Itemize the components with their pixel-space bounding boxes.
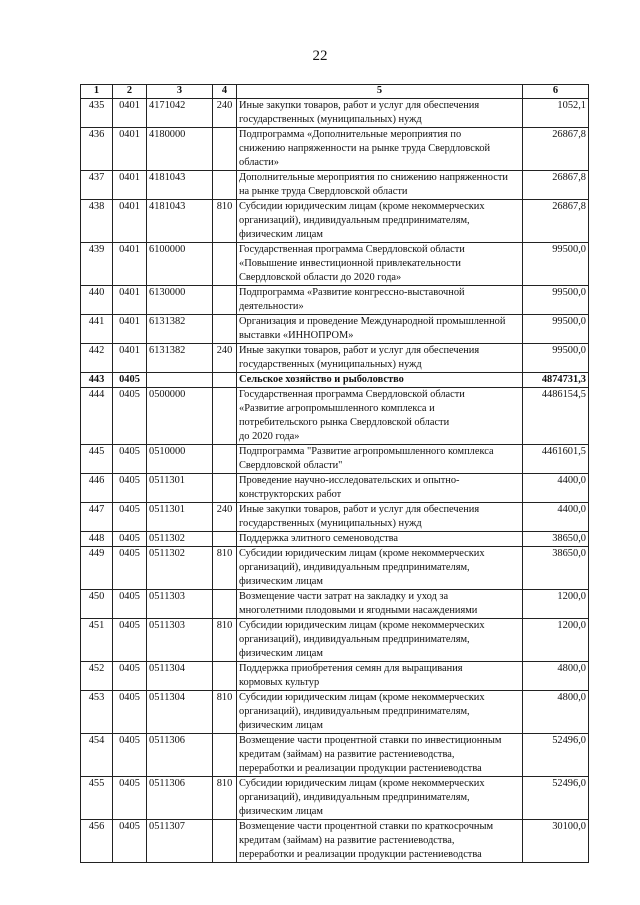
expense-type-cell bbox=[213, 315, 237, 344]
table-row bbox=[81, 662, 589, 691]
section-code-cell: 0405 bbox=[113, 777, 147, 820]
item-name-cell bbox=[237, 820, 523, 863]
target-code-cell: 0511307 bbox=[147, 820, 213, 863]
item-name-line: Субсидии юридическим лицам (кроме некоммерческих bbox=[239, 201, 485, 212]
target-code-cell: 0511306 bbox=[147, 734, 213, 777]
item-name-line: Субсидии юридическим лицам (кроме некоммерческих bbox=[239, 548, 485, 559]
item-name-cell bbox=[237, 445, 523, 474]
item-name-cell bbox=[237, 373, 523, 388]
table-row bbox=[81, 388, 589, 445]
item-name-line: Дополнительные мероприятия по снижению напряженности bbox=[239, 172, 508, 183]
table-row bbox=[81, 547, 589, 590]
expense-type-cell: 810 bbox=[213, 619, 237, 662]
item-name-line: переработки и реализации продукции растениеводства bbox=[239, 849, 482, 860]
target-code-cell: 0511304 bbox=[147, 662, 213, 691]
item-name-line: до 2020 года» bbox=[239, 431, 300, 442]
amount-cell: 52496,0 bbox=[523, 777, 589, 820]
table-row bbox=[81, 691, 589, 734]
item-name-cell bbox=[237, 171, 523, 200]
item-name-line: физическим лицам bbox=[239, 648, 323, 659]
amount-cell: 4486154,5 bbox=[523, 388, 589, 445]
target-code-cell: 6131382 bbox=[147, 315, 213, 344]
expense-type-cell bbox=[213, 171, 237, 200]
amount-cell: 26867,8 bbox=[523, 200, 589, 243]
expense-type-cell bbox=[213, 445, 237, 474]
table-row bbox=[81, 445, 589, 474]
expense-type-cell: 810 bbox=[213, 777, 237, 820]
page-number: 22 bbox=[312, 48, 328, 64]
target-code-cell: 0511301 bbox=[147, 503, 213, 532]
col-header-3: 3 bbox=[147, 85, 213, 99]
section-code-cell: 0401 bbox=[113, 286, 147, 315]
row-number-cell: 447 bbox=[81, 503, 113, 532]
section-code-cell: 0405 bbox=[113, 662, 147, 691]
target-code-cell: 0511301 bbox=[147, 474, 213, 503]
row-number-cell: 453 bbox=[81, 691, 113, 734]
amount-cell: 99500,0 bbox=[523, 243, 589, 286]
item-name-line: на рынке труда Свердловской области bbox=[239, 186, 408, 197]
table-row bbox=[81, 777, 589, 820]
section-code-cell: 0401 bbox=[113, 243, 147, 286]
table-row bbox=[81, 532, 589, 547]
amount-cell: 4800,0 bbox=[523, 691, 589, 734]
row-number-cell: 444 bbox=[81, 388, 113, 445]
row-number-cell: 448 bbox=[81, 532, 113, 547]
section-code-cell: 0405 bbox=[113, 547, 147, 590]
table-row bbox=[81, 171, 589, 200]
target-code-cell: 4181043 bbox=[147, 171, 213, 200]
expense-type-cell bbox=[213, 662, 237, 691]
item-name-line: Подпрограмма «Дополнительные мероприятия по bbox=[239, 129, 462, 140]
item-name-cell bbox=[237, 344, 523, 373]
item-name-line: потребительского рынка Свердловской области bbox=[239, 417, 450, 428]
section-code-cell: 0401 bbox=[113, 344, 147, 373]
target-code-cell: 0511302 bbox=[147, 547, 213, 590]
target-code-cell: 0511303 bbox=[147, 590, 213, 619]
section-code-cell: 0405 bbox=[113, 590, 147, 619]
section-code-cell: 0405 bbox=[113, 734, 147, 777]
table-row bbox=[81, 373, 589, 388]
item-name-line: деятельности» bbox=[239, 301, 304, 312]
section-code-cell: 0405 bbox=[113, 532, 147, 547]
row-number-cell: 435 bbox=[81, 99, 113, 128]
table-body bbox=[81, 99, 589, 863]
row-number-cell: 443 bbox=[81, 373, 113, 388]
item-name-line: Свердловской области до 2020 года» bbox=[239, 272, 402, 283]
amount-cell: 4400,0 bbox=[523, 503, 589, 532]
col-header-4: 4 bbox=[213, 85, 237, 99]
section-code-cell: 0405 bbox=[113, 619, 147, 662]
item-name-line: Иные закупки товаров, работ и услуг для обеспечения bbox=[239, 100, 480, 111]
row-number-cell: 452 bbox=[81, 662, 113, 691]
item-name-line: организаций), индивидуальным предпринимателям, bbox=[239, 215, 470, 226]
expense-type-cell bbox=[213, 532, 237, 547]
item-name-line: Субсидии юридическим лицам (кроме некоммерческих bbox=[239, 620, 485, 631]
target-code-cell bbox=[147, 373, 213, 388]
expense-type-cell bbox=[213, 590, 237, 619]
row-number-cell: 439 bbox=[81, 243, 113, 286]
section-code-cell: 0401 bbox=[113, 171, 147, 200]
col-header-5: 5 bbox=[237, 85, 523, 99]
target-code-cell: 0510000 bbox=[147, 445, 213, 474]
item-name-cell bbox=[237, 243, 523, 286]
expense-type-cell: 240 bbox=[213, 344, 237, 373]
expense-type-cell bbox=[213, 128, 237, 171]
item-name-line: физическим лицам bbox=[239, 576, 323, 587]
item-name-line: конструкторских работ bbox=[239, 489, 342, 500]
target-code-cell: 4181043 bbox=[147, 200, 213, 243]
row-number-cell: 451 bbox=[81, 619, 113, 662]
row-number-cell: 446 bbox=[81, 474, 113, 503]
amount-cell: 99500,0 bbox=[523, 315, 589, 344]
target-code-cell: 0511303 bbox=[147, 619, 213, 662]
section-code-cell: 0405 bbox=[113, 445, 147, 474]
item-name-cell bbox=[237, 474, 523, 503]
item-name-cell bbox=[237, 388, 523, 445]
amount-cell: 38650,0 bbox=[523, 532, 589, 547]
amount-cell: 26867,8 bbox=[523, 128, 589, 171]
section-code-cell: 0405 bbox=[113, 474, 147, 503]
item-name-cell bbox=[237, 315, 523, 344]
target-code-cell: 4180000 bbox=[147, 128, 213, 171]
item-name-line: Субсидии юридическим лицам (кроме некоммерческих bbox=[239, 778, 485, 789]
item-name-cell bbox=[237, 734, 523, 777]
expense-type-cell bbox=[213, 474, 237, 503]
amount-cell: 99500,0 bbox=[523, 286, 589, 315]
item-name-cell bbox=[237, 691, 523, 734]
expense-type-cell bbox=[213, 243, 237, 286]
row-number-cell: 438 bbox=[81, 200, 113, 243]
table-row bbox=[81, 286, 589, 315]
item-name-line: организаций), индивидуальным предпринимателям, bbox=[239, 562, 470, 573]
amount-cell: 4800,0 bbox=[523, 662, 589, 691]
section-code-cell: 0405 bbox=[113, 691, 147, 734]
item-name-line: «Повышение инвестиционной привлекательности bbox=[239, 258, 461, 269]
expense-type-cell bbox=[213, 388, 237, 445]
item-name-cell bbox=[237, 590, 523, 619]
table-row bbox=[81, 734, 589, 777]
budget-table bbox=[80, 84, 589, 863]
target-code-cell: 0511306 bbox=[147, 777, 213, 820]
section-code-cell: 0405 bbox=[113, 388, 147, 445]
expense-type-cell bbox=[213, 286, 237, 315]
item-name-line: переработки и реализации продукции растениеводства bbox=[239, 763, 482, 774]
expense-type-cell bbox=[213, 373, 237, 388]
table-row bbox=[81, 590, 589, 619]
expense-type-cell: 240 bbox=[213, 99, 237, 128]
item-name-line: выставки «ИННОПРОМ» bbox=[239, 330, 354, 341]
section-code-cell: 0401 bbox=[113, 99, 147, 128]
expense-type-cell bbox=[213, 820, 237, 863]
item-name-line: Субсидии юридическим лицам (кроме некоммерческих bbox=[239, 692, 485, 703]
row-number-cell: 436 bbox=[81, 128, 113, 171]
item-name-line: области» bbox=[239, 157, 279, 168]
row-number-cell: 455 bbox=[81, 777, 113, 820]
item-name-line: Подпрограмма «Развитие конгрессно-выставочной bbox=[239, 287, 465, 298]
target-code-cell: 6131382 bbox=[147, 344, 213, 373]
section-code-cell: 0405 bbox=[113, 373, 147, 388]
row-number-cell: 437 bbox=[81, 171, 113, 200]
row-number-cell: 440 bbox=[81, 286, 113, 315]
amount-cell: 52496,0 bbox=[523, 734, 589, 777]
item-name-line: Иные закупки товаров, работ и услуг для обеспечения bbox=[239, 345, 480, 356]
section-code-cell: 0405 bbox=[113, 503, 147, 532]
table-row bbox=[81, 243, 589, 286]
target-code-cell: 6130000 bbox=[147, 286, 213, 315]
section-code-cell: 0405 bbox=[113, 820, 147, 863]
item-name-line: Поддержка элитного семеноводства bbox=[239, 533, 399, 544]
row-number-cell: 449 bbox=[81, 547, 113, 590]
table-row bbox=[81, 315, 589, 344]
item-name-line: Возмещение части процентной ставки по инвестиционным bbox=[239, 735, 502, 746]
item-name-line: государственных (муниципальных) нужд bbox=[239, 114, 422, 125]
table-row bbox=[81, 619, 589, 662]
amount-cell: 26867,8 bbox=[523, 171, 589, 200]
item-name-line: Государственная программа Свердловской области bbox=[239, 244, 465, 255]
amount-cell: 1200,0 bbox=[523, 590, 589, 619]
item-name-line: физическим лицам bbox=[239, 229, 323, 240]
amount-cell: 99500,0 bbox=[523, 344, 589, 373]
item-name-cell bbox=[237, 547, 523, 590]
item-name-line: Поддержка приобретения семян для выращивания bbox=[239, 663, 463, 674]
item-name-cell bbox=[237, 619, 523, 662]
table-row bbox=[81, 474, 589, 503]
expense-type-cell: 810 bbox=[213, 200, 237, 243]
amount-cell: 30100,0 bbox=[523, 820, 589, 863]
item-name-line: снижению напряженности на рынке труда Свердловской bbox=[239, 143, 491, 154]
item-name-line: кредитам (займам) на развитие растениеводства, bbox=[239, 749, 455, 760]
item-name-line: государственных (муниципальных) нужд bbox=[239, 359, 422, 370]
target-code-cell: 0511304 bbox=[147, 691, 213, 734]
item-name-line: Возмещение части процентной ставки по краткосрочным bbox=[239, 821, 494, 832]
col-header-1: 1 bbox=[81, 85, 113, 99]
amount-cell: 4874731,3 bbox=[523, 373, 589, 388]
amount-cell: 1200,0 bbox=[523, 619, 589, 662]
amount-cell: 1052,1 bbox=[523, 99, 589, 128]
item-name-line: Возмещение части затрат на закладку и уход за bbox=[239, 591, 449, 602]
expense-type-cell: 810 bbox=[213, 691, 237, 734]
item-name-cell bbox=[237, 200, 523, 243]
row-number-cell: 456 bbox=[81, 820, 113, 863]
section-code-cell: 0401 bbox=[113, 128, 147, 171]
section-code-cell: 0401 bbox=[113, 200, 147, 243]
item-name-cell bbox=[237, 662, 523, 691]
item-name-line: кормовых культур bbox=[239, 677, 320, 688]
table-header-row bbox=[81, 85, 589, 99]
amount-cell: 38650,0 bbox=[523, 547, 589, 590]
row-number-cell: 442 bbox=[81, 344, 113, 373]
item-name-cell bbox=[237, 503, 523, 532]
item-name-cell bbox=[237, 532, 523, 547]
item-name-line: государственных (муниципальных) нужд bbox=[239, 518, 422, 529]
section-code-cell: 0401 bbox=[113, 315, 147, 344]
item-name-line: многолетними плодовыми и ягодными насаждениями bbox=[239, 605, 478, 616]
target-code-cell: 0500000 bbox=[147, 388, 213, 445]
item-name-line: Свердловской области" bbox=[239, 460, 343, 471]
row-number-cell: 450 bbox=[81, 590, 113, 619]
item-name-line: организаций), индивидуальным предпринимателям, bbox=[239, 634, 470, 645]
item-name-line: Сельское хозяйство и рыболовство bbox=[239, 374, 404, 385]
row-number-cell: 454 bbox=[81, 734, 113, 777]
target-code-cell: 4171042 bbox=[147, 99, 213, 128]
item-name-cell bbox=[237, 286, 523, 315]
amount-cell: 4461601,5 bbox=[523, 445, 589, 474]
target-code-cell: 6100000 bbox=[147, 243, 213, 286]
row-number-cell: 445 bbox=[81, 445, 113, 474]
item-name-line: физическим лицам bbox=[239, 720, 323, 731]
item-name-line: Подпрограмма "Развитие агропромышленного комплекса bbox=[239, 446, 494, 457]
expense-type-cell: 810 bbox=[213, 547, 237, 590]
target-code-cell: 0511302 bbox=[147, 532, 213, 547]
item-name-line: Иные закупки товаров, работ и услуг для обеспечения bbox=[239, 504, 480, 515]
expense-type-cell: 240 bbox=[213, 503, 237, 532]
item-name-line: организаций), индивидуальным предпринимателям, bbox=[239, 706, 470, 717]
item-name-line: кредитам (займам) на развитие растениеводства, bbox=[239, 835, 455, 846]
item-name-cell bbox=[237, 99, 523, 128]
item-name-line: Проведение научно-исследовательских и опытно- bbox=[239, 475, 460, 486]
table-row bbox=[81, 128, 589, 171]
item-name-cell bbox=[237, 128, 523, 171]
expense-type-cell bbox=[213, 734, 237, 777]
item-name-cell bbox=[237, 777, 523, 820]
item-name-line: «Развитие агропромышленного комплекса и bbox=[239, 403, 435, 414]
item-name-line: Организация и проведение Международной промышленной bbox=[239, 316, 506, 327]
item-name-line: организаций), индивидуальным предпринимателям, bbox=[239, 792, 470, 803]
item-name-line: физическим лицам bbox=[239, 806, 323, 817]
col-header-2: 2 bbox=[113, 85, 147, 99]
table-row bbox=[81, 99, 589, 128]
row-number-cell: 441 bbox=[81, 315, 113, 344]
amount-cell: 4400,0 bbox=[523, 474, 589, 503]
item-name-line: Государственная программа Свердловской области bbox=[239, 389, 465, 400]
table-row bbox=[81, 503, 589, 532]
table-row bbox=[81, 200, 589, 243]
table-row bbox=[81, 820, 589, 863]
table-row bbox=[81, 344, 589, 373]
col-header-6: 6 bbox=[523, 85, 589, 99]
